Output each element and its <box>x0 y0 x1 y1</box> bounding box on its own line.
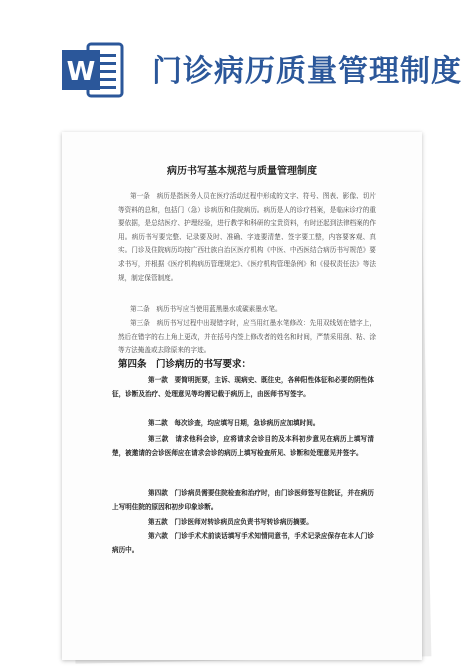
section-heading: 第四条 门诊病历的书写要求： <box>118 359 252 370</box>
word-logo-icon <box>60 40 126 100</box>
item-5: 第五款 门诊医师对转诊病员应负责书写转诊病历摘要。 <box>148 518 313 526</box>
paragraph-2: 第二条 病历书写应当使用蓝黑墨水或碳素墨水笔。 <box>130 305 282 313</box>
header-banner <box>0 0 474 118</box>
paragraph-3: 第三条 病历书写过程中出现错字时，应当用红墨水笔修改：先用双线划在错字上，然后在错字的右上角上更改，并在括号内签上修改者的姓名和时间，严禁采用刮、粘、涂等方法掩盖或去除原来的字迹。 <box>118 319 376 355</box>
item-3: 第三款 请求他科会诊，应将请求会诊目的及本科初步意见在病历上填写清楚，被邀请的会诊医师应在请求会诊的病历上填写检查所见、诊断和处理意见并签字。 <box>112 435 374 457</box>
item-2: 第二款 每次诊查，均应填写日期，急诊病历应加填时间。 <box>148 419 320 427</box>
document-title-banner: 门诊病历质量管理制度 <box>152 54 462 89</box>
document-page <box>62 132 422 660</box>
item-1: 第一款 要简明扼要，主诉、现病史、既往史，各种阳性体征和必要的阴性体征，诊断及治疗、处理意见等均需记载于病历上，由医师书写签字。 <box>112 376 374 398</box>
word-logo-letter: W <box>66 57 96 87</box>
page-title: 病历书写基本规范与质量管理制度 <box>167 166 317 177</box>
item-6: 第六款 门诊手术术前谈话填写手术知情同意书，手术记录应保存在本人门诊病历中。 <box>112 532 374 554</box>
paragraph-1: 第一条 病历是指医务人员在医疗活动过程中形成的文字、符号、图表、影像、切片等资料的总和，包括门（急）诊病历和住院病历。病历是人的诊疗档案，是临床诊疗的重要依据，是总结医疗、护理经验，进行教学和科研的宝贵资料，有时还起到法律档案的作用。病历书写要完整、记录要及时、准确、字迹要清楚、签字要工整，内容要客观、真实。门诊及住院病历均按广西壮族自治区医疗机构《中医、中西医结合病历书写规范》要求书写，并根据《医疗机构病历管理规定》、《医疗机构管理条例》和《侵权责任法》等法规，制定保管制度。 <box>118 192 376 282</box>
item-4: 第四款 门诊病员需要住院检查和治疗时，由门诊医师签写住院证，并在病历上写明住院的原因和初步印象诊断。 <box>112 489 374 511</box>
